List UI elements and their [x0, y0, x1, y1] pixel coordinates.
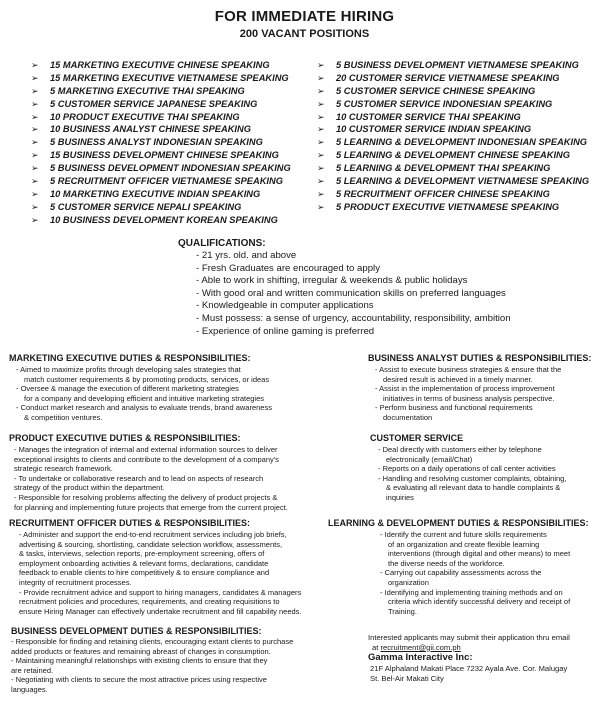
- bizdev-section: [11, 626, 293, 695]
- position-label: 5 LEARNING & DEVELOPMENT VIETNAMESE SPEAKING: [336, 176, 590, 187]
- position-item: [31, 98, 291, 111]
- arrow-bullet-icon: ➢: [317, 85, 325, 96]
- contact-block: [368, 633, 570, 683]
- position-item: [31, 111, 291, 124]
- position-label: 20 CUSTOMER SERVICE VIETNAMESE SPEAKING: [336, 72, 560, 83]
- position-label: 15 MARKETING EXECUTIVE VIETNAMESE SPEAKING: [50, 72, 289, 83]
- duty-line: organization: [388, 577, 429, 587]
- duty-line: - Carrying out capability assessments across the: [380, 568, 542, 578]
- marketing-section: [9, 353, 272, 423]
- address-line-2: St. Bel-Air Makati City: [370, 673, 444, 683]
- position-item: [317, 149, 589, 162]
- section-body: [9, 530, 302, 616]
- qualification-item: - Must possess: a sense of urgency, accountability, responsibility, ambition: [196, 312, 511, 324]
- duty-line: - Conduct market research and analysis to evaluate trends, brand awareness: [16, 403, 272, 413]
- position-label: 5 RECRUITMENT OFFICER VIETNAMESE SPEAKING: [50, 176, 283, 187]
- duty-line: added products or features and remaining abreast of changes in consumption.: [11, 646, 271, 656]
- duty-line: recruitment policies and procedures, requirements, and creating requisitions to: [19, 597, 280, 607]
- qualification-item: - Experience of online gaming is preferred: [196, 325, 375, 337]
- duty-line: - Manages the integration of internal and external information sources to deliver: [14, 445, 278, 454]
- position-item: [31, 85, 291, 98]
- vacancy-count: 200 VACANT POSITIONS: [239, 28, 370, 40]
- duty-line: electronically (email/Chat): [386, 454, 473, 464]
- duty-line: are retained.: [11, 665, 54, 675]
- positions-left-column: [31, 59, 291, 227]
- duty-line: for a company and developing efficient and intuitive marketing strategies: [24, 393, 265, 403]
- position-label: 5 LEARNING & DEVELOPMENT INDONESIAN SPEAKING: [336, 137, 588, 148]
- duty-line: - Provide recruitment advice and support to hiring managers, candidates & managers: [19, 587, 302, 597]
- position-item: [317, 188, 589, 201]
- position-item: [317, 162, 589, 175]
- duty-line: - Negotiating with clients to secure the most attractive prices using respective: [11, 675, 267, 685]
- section-body: [11, 637, 293, 695]
- duty-line: of an organization and create flexible learning: [388, 539, 540, 549]
- arrow-bullet-icon: ➢: [31, 60, 39, 70]
- position-label: 5 LEARNING & DEVELOPMENT THAI SPEAKING: [336, 163, 551, 174]
- arrow-bullet-icon: ➢: [31, 137, 39, 148]
- product-section: [9, 433, 288, 512]
- duty-line: - To undertake or collaborative research and to lead on aspects of research: [14, 473, 264, 483]
- section-body: [9, 365, 272, 423]
- duty-line: ensure Hiring Manager can effectively undertake recruitment and fill capability needs.: [19, 606, 302, 616]
- position-item: [31, 175, 291, 188]
- qualification-item: - With good oral and written communication skills on preferred languages: [196, 287, 506, 299]
- duty-line: strategy of the product within the department.: [14, 483, 165, 493]
- position-item: [317, 59, 589, 72]
- arrow-bullet-icon: ➢: [31, 72, 39, 83]
- duty-line: - Responsible for finding and retaining clients, encouraging extant clients to purchase: [11, 637, 294, 646]
- duty-line: employment onboarding activities & relevant forms, declarations, candidate: [19, 558, 269, 568]
- arrow-bullet-icon: ➢: [31, 214, 39, 225]
- position-label: 5 BUSINESS DEVELOPMENT INDONESIAN SPEAKING: [50, 163, 291, 174]
- duty-line: - Identifying and implementing training methods and on: [380, 587, 563, 597]
- customer-service-section: [370, 433, 566, 503]
- qualifications-list: [196, 250, 511, 338]
- arrow-bullet-icon: ➢: [31, 98, 39, 109]
- arrow-bullet-icon: ➢: [317, 201, 325, 212]
- duty-line: languages.: [11, 684, 48, 694]
- recruitment-section: [9, 518, 302, 616]
- duty-line: inquiries: [386, 492, 414, 502]
- position-label: 5 LEARNING & DEVELOPMENT CHINESE SPEAKING: [336, 150, 571, 161]
- arrow-bullet-icon: ➢: [317, 163, 325, 174]
- position-item: [317, 111, 589, 124]
- duty-line: - Handling and resolving customer complaints, obtaining,: [378, 473, 567, 483]
- position-item: [31, 162, 291, 175]
- section-title: MARKETING EXECUTIVE DUTIES & RESPONSIBILITIES:: [9, 353, 251, 363]
- duty-line: & competition ventures.: [24, 412, 103, 422]
- section-title: BUSINESS DEVELOPMENT DUTIES & RESPONSIBILITIES:: [11, 626, 262, 636]
- position-label: 10 CUSTOMER SERVICE THAI SPEAKING: [336, 111, 521, 122]
- qualifications-block: [196, 250, 511, 338]
- duty-line: - Responsible for resolving problems affecting the delivery of product projects &: [14, 492, 278, 502]
- position-label: 10 BUSINESS ANALYST CHINESE SPEAKING: [50, 124, 251, 135]
- duty-line: & evaluating all relevant data to handle complaints &: [386, 483, 561, 493]
- duty-line: initiatives in terms of business analysis perspective.: [383, 393, 555, 403]
- section-title: RECRUITMENT OFFICER DUTIES & RESPONSIBILITIES:: [9, 518, 251, 528]
- duty-line: documentation: [383, 412, 433, 422]
- position-label: 5 RECRUITMENT OFFICER CHINESE SPEAKING: [336, 188, 550, 199]
- section-body: [370, 445, 566, 503]
- arrow-bullet-icon: ➢: [31, 111, 39, 122]
- section-title: PRODUCT EXECUTIVE DUTIES & RESPONSIBILITIES:: [9, 433, 241, 443]
- learning-section: [328, 518, 589, 616]
- position-label: 5 CUSTOMER SERVICE CHINESE SPEAKING: [336, 85, 536, 96]
- qualifications-title: QUALIFICATIONS:: [178, 238, 266, 249]
- duty-line: - Perform business and functional requirements: [375, 403, 533, 413]
- position-label: 10 CUSTOMER SERVICE INDIAN SPEAKING: [336, 124, 532, 135]
- position-label: 10 BUSINESS DEVELOPMENT KOREAN SPEAKING: [50, 214, 278, 225]
- arrow-bullet-icon: ➢: [317, 137, 325, 148]
- positions-right-column: [317, 59, 589, 214]
- position-item: [317, 123, 589, 136]
- position-label: 5 MARKETING EXECUTIVE THAI SPEAKING: [50, 85, 245, 96]
- at-label: at: [372, 642, 379, 652]
- duty-line: - Aimed to maximize profits through developing sales strategies that: [16, 365, 241, 374]
- position-item: [31, 72, 291, 85]
- arrow-bullet-icon: ➢: [31, 176, 39, 187]
- position-item: [31, 188, 291, 201]
- position-item: [317, 85, 589, 98]
- section-body: [9, 445, 288, 512]
- positions-list-right: [317, 59, 589, 214]
- duty-line: - Deal directly with customers either by telephone: [378, 445, 542, 454]
- position-label: 5 CUSTOMER SERVICE JAPANESE SPEAKING: [50, 98, 258, 109]
- qualification-item: - 21 yrs. old. and above: [196, 250, 297, 261]
- arrow-bullet-icon: ➢: [317, 98, 325, 109]
- analyst-section: [368, 353, 591, 423]
- position-label: 5 CUSTOMER SERVICE NEPALI SPEAKING: [50, 201, 242, 212]
- arrow-bullet-icon: ➢: [317, 72, 325, 83]
- arrow-bullet-icon: ➢: [31, 85, 39, 96]
- duty-line: the diverse needs of the workforce.: [388, 558, 505, 568]
- position-item: [31, 123, 291, 136]
- positions-list-left: [31, 59, 291, 227]
- duty-line: match customer requirements & by promoting products, services, or ideas: [24, 374, 270, 384]
- arrow-bullet-icon: ➢: [31, 150, 39, 161]
- arrow-bullet-icon: ➢: [317, 150, 325, 161]
- email-link[interactable]: recruitment@gii.com.ph: [380, 642, 461, 652]
- duty-line: strategic research framework.: [14, 464, 113, 474]
- arrow-bullet-icon: ➢: [317, 111, 325, 122]
- section-title: LEARNING & DEVELOPMENT DUTIES & RESPONSIBILITIES:: [328, 518, 589, 528]
- position-item: [31, 59, 291, 72]
- position-label: 10 PRODUCT EXECUTIVE THAI SPEAKING: [50, 111, 240, 122]
- duty-line: feedback to enable clients to hire competitively & to ensure compliance and: [19, 568, 270, 578]
- qualification-item: - Knowledgeable in computer applications: [196, 300, 374, 312]
- position-item: [31, 149, 291, 162]
- duty-line: exceptional insights to clients and contribute to the development of a company's: [14, 454, 279, 464]
- position-item: [317, 175, 589, 188]
- position-label: 5 PRODUCT EXECUTIVE VIETNAMESE SPEAKING: [336, 201, 560, 212]
- arrow-bullet-icon: ➢: [317, 60, 325, 70]
- position-label: 5 BUSINESS DEVELOPMENT VIETNAMESE SPEAKING: [336, 60, 579, 70]
- duty-line: Training.: [388, 606, 417, 616]
- address-line-1: 21F Alphaland Makati Place 7232 Ayala Ave. Cor. Malugay: [370, 664, 568, 674]
- position-item: [317, 98, 589, 111]
- position-label: 15 MARKETING EXECUTIVE CHINESE SPEAKING: [50, 60, 270, 70]
- qualification-item: - Fresh Graduates are encouraged to apply: [196, 262, 380, 274]
- position-item: [31, 214, 291, 227]
- section-title: CUSTOMER SERVICE: [370, 433, 464, 443]
- duty-line: - Identify the current and future skills requirements: [380, 530, 547, 539]
- duty-line: & tasks, interviews, selection reports, pre-employment screening, offers of: [19, 549, 265, 559]
- position-label: 5 BUSINESS ANALYST INDONESIAN SPEAKING: [50, 137, 263, 148]
- arrow-bullet-icon: ➢: [31, 124, 39, 135]
- section-body: [328, 530, 589, 616]
- position-item: [317, 201, 589, 214]
- duty-line: advertising & sourcing, shortlisting, candidate selection workflow, assessments,: [19, 539, 283, 549]
- duty-line: integrity of recruitment processes.: [19, 577, 132, 587]
- duty-line: - Maintaining meaningful relationships with existing clients to ensure that they: [11, 656, 268, 666]
- company-name: Gamma Interactive Inc:: [368, 652, 473, 664]
- arrow-bullet-icon: ➢: [31, 201, 39, 212]
- position-label: 5 CUSTOMER SERVICE INDONESIAN SPEAKING: [336, 98, 553, 109]
- position-item: [31, 201, 291, 214]
- page-title: FOR IMMEDIATE HIRING: [214, 8, 395, 25]
- arrow-bullet-icon: ➢: [317, 124, 325, 135]
- apply-note: Interested applicants may submit their application thru email: [368, 633, 570, 642]
- arrow-bullet-icon: ➢: [317, 188, 325, 199]
- duty-line: interventions (through digital and other means) to meet: [388, 549, 571, 559]
- section-body: [368, 365, 591, 423]
- arrow-bullet-icon: ➢: [31, 163, 39, 174]
- position-item: [317, 72, 589, 85]
- position-label: 10 MARKETING EXECUTIVE INDIAN SPEAKING: [50, 188, 261, 199]
- section-title: BUSINESS ANALYST DUTIES & RESPONSIBILITIES:: [368, 353, 592, 363]
- duty-line: - Reports on a daily operations of call center activities: [378, 464, 556, 474]
- duty-line: - Assist in the implementation of process improvement: [375, 384, 555, 394]
- arrow-bullet-icon: ➢: [31, 188, 39, 199]
- duty-line: - Administer and support the end-to-end recruitment services including job briefs,: [19, 530, 287, 539]
- duty-line: desired result is achieved in a timely manner.: [383, 374, 533, 384]
- duty-line: for planning and implementing future projects that emerge from the current project.: [14, 502, 288, 512]
- duty-line: criteria which identify successful delivery and receipt of: [388, 597, 571, 607]
- position-label: 15 BUSINESS DEVELOPMENT CHINESE SPEAKING: [50, 150, 279, 161]
- position-item: [31, 136, 291, 149]
- duty-line: - Oversee & manage the execution of different marketing strategies: [16, 384, 239, 394]
- qualification-item: - Able to work in shifting, irregular & weekends & public holidays: [196, 275, 468, 287]
- duty-line: - Assist to execute business strategies & ensure that the: [375, 365, 562, 374]
- arrow-bullet-icon: ➢: [317, 176, 325, 187]
- position-item: [317, 136, 589, 149]
